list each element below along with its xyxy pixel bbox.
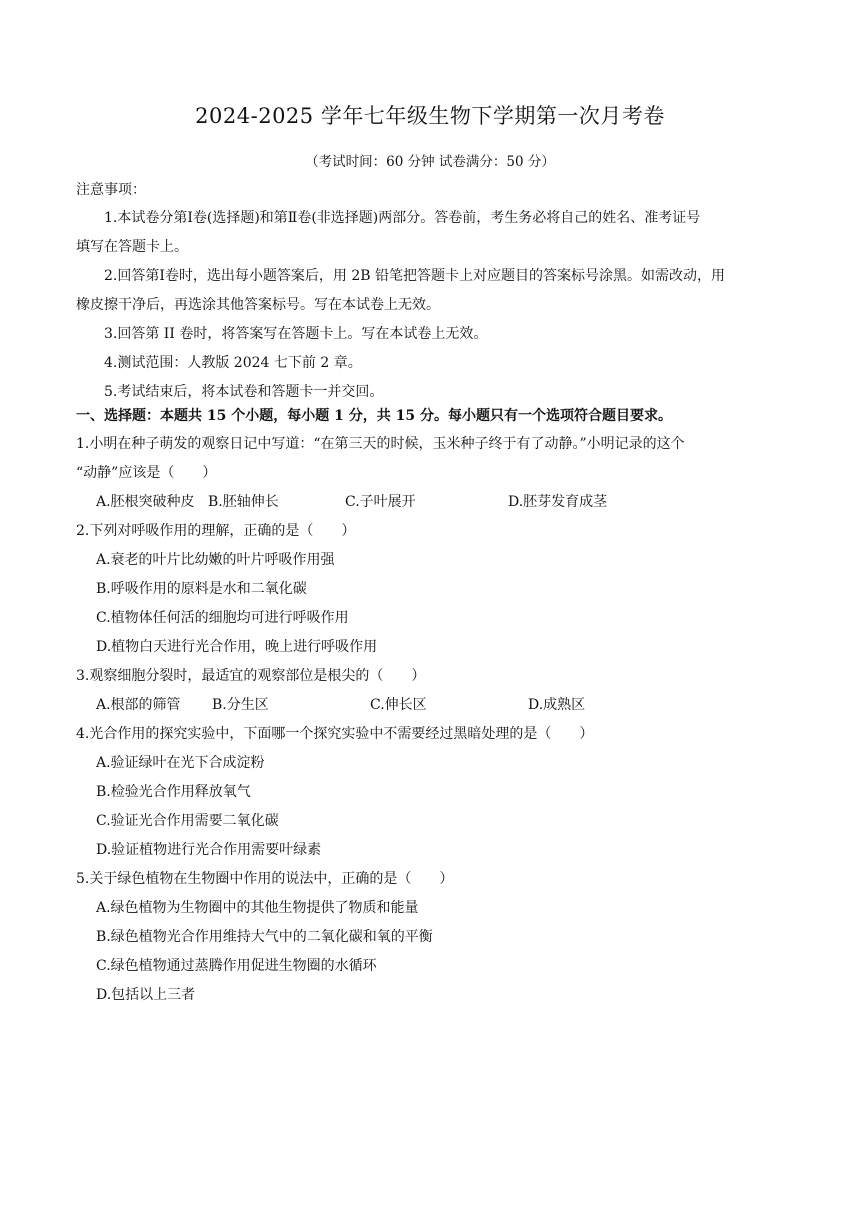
question-4-option-a: A.验证绿叶在光下合成淀粉	[96, 755, 265, 771]
question-2-option-c: C.植物体任何活的细胞均可进行呼吸作用	[96, 610, 349, 626]
question-3-option-c: C.伸长区	[370, 697, 427, 713]
question-1-option-d: D.胚芽发育成茎	[508, 494, 608, 510]
section-heading: 一、选择题：本题共 15 个小题，每小题 1 分，共 15 分。每小题只有一个选项符合题目要求。	[76, 408, 672, 424]
question-1-stem-cont: “动静”应该是（ ）	[76, 465, 217, 481]
question-3-option-d: D.成熟区	[528, 697, 586, 713]
notice-heading: 注意事项：	[76, 182, 146, 198]
question-1-option-b: B.胚轴伸长	[208, 494, 279, 510]
question-1-option-c: C.子叶展开	[345, 494, 416, 510]
question-3-option-b: B.分生区	[212, 697, 269, 713]
question-4-option-c: C.验证光合作用需要二氧化碳	[96, 813, 279, 829]
notice-item-3: 3.回答第 II 卷时，将答案写在答题卡上。写在本试卷上无效。	[104, 326, 488, 342]
exam-info: （考试时间：60 分钟 试卷满分：50 分）	[305, 154, 555, 170]
question-2-stem: 2.下列对呼吸作用的理解，正确的是（ ）	[76, 523, 356, 539]
question-4-option-d: D.验证植物进行光合作用需要叶绿素	[96, 842, 322, 858]
notice-item-2-cont: 橡皮擦干净后，再选涂其他答案标号。写在本试卷上无效。	[76, 297, 440, 313]
question-4-option-b: B.检验光合作用释放氧气	[96, 784, 251, 800]
question-1-option-a: A.胚根突破种皮	[96, 494, 195, 510]
question-2-option-b: B.呼吸作用的原料是水和二氧化碳	[96, 581, 307, 597]
question-5-option-b: B.绿色植物光合作用维持大气中的二氧化碳和氧的平衡	[96, 929, 433, 945]
question-1-stem: 1.小明在种子萌发的观察日记中写道：“在第三天的时候，玉米种子终于有了动静。”小明记录的这个	[76, 436, 685, 452]
question-5-option-d: D.包括以上三者	[96, 987, 196, 1003]
notice-item-2: 2.回答第Ⅰ卷时，选出每小题答案后，用 2B 铅笔把答题卡上对应题目的答案标号涂黑。如需改动，用	[104, 268, 725, 284]
question-2-option-d: D.植物白天进行光合作用，晚上进行呼吸作用	[96, 639, 378, 655]
question-3-option-a: A.根部的筛管	[96, 697, 181, 713]
question-3-stem: 3.观察细胞分裂时，最适宜的观察部位是根尖的（ ）	[76, 668, 426, 684]
question-4-stem: 4.光合作用的探究实验中，下面哪一个探究实验中不需要经过黑暗处理的是（ ）	[76, 726, 594, 742]
notice-item-1: 1.本试卷分第Ⅰ卷(选择题)和第Ⅱ卷(非选择题)两部分。答卷前，考生务必将自己的姓名、准考证号	[104, 210, 701, 226]
question-2-option-a: A.衰老的叶片比幼嫩的叶片呼吸作用强	[96, 552, 335, 568]
question-5-option-a: A.绿色植物为生物圈中的其他生物提供了物质和能量	[96, 900, 419, 916]
notice-item-5: 5.考试结束后，将本试卷和答题卡一并交回。	[104, 384, 384, 400]
notice-item-4: 4.测试范围：人教版 2024 七下前 2 章。	[104, 355, 362, 371]
question-5-stem: 5.关于绿色植物在生物圈中作用的说法中，正确的是（ ）	[76, 871, 454, 887]
notice-item-1-cont: 填写在答题卡上。	[76, 239, 188, 255]
page-title: 2024-2025 学年七年级生物下学期第一次月考卷	[195, 104, 665, 128]
question-5-option-c: C.绿色植物通过蒸腾作用促进生物圈的水循环	[96, 958, 377, 974]
